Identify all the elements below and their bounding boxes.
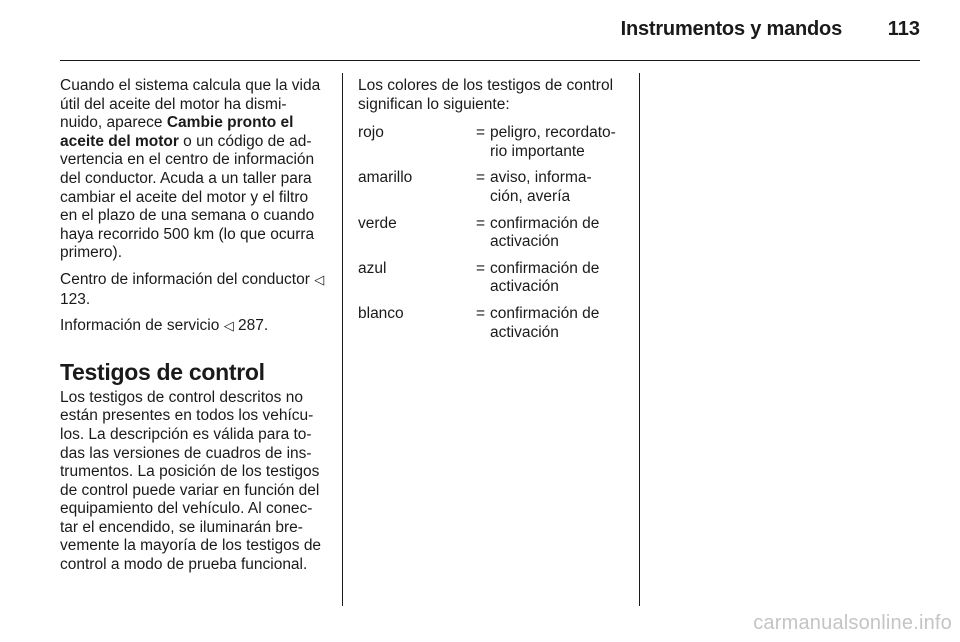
paragraph-text: Cuando el sistema calcula que la vida útil del aceite del motor ha dismi- nuido, aparece — [60, 77, 321, 132]
reference-page: 123. — [60, 290, 91, 308]
cross-reference-service-info — [60, 317, 326, 337]
color-row-green — [358, 215, 624, 252]
reference-text: Centro de información del conductor — [60, 270, 310, 288]
colors-intro: Los colores de los testigos de control significan lo siguiente: — [358, 77, 614, 113]
equals-sign: = — [476, 214, 486, 232]
color-name: verde — [358, 214, 397, 232]
color-name: rojo — [358, 124, 384, 142]
section-heading: Testigos de control — [60, 358, 265, 385]
equals-sign: = — [476, 169, 486, 187]
watermark-text: carmanualsonline.info — [753, 612, 952, 634]
color-row-yellow — [358, 169, 624, 206]
cross-reference-driver-info — [60, 271, 326, 309]
color-name: blanco — [358, 304, 404, 322]
page-reference-icon: ◁ — [314, 272, 325, 288]
equals-sign: = — [476, 259, 486, 277]
reference-text: Información de servicio — [60, 317, 220, 335]
color-name: azul — [358, 259, 387, 277]
color-meaning: confirmación de activación — [490, 304, 600, 341]
color-meaning: peligro, recordato- rio importante — [490, 124, 616, 160]
color-meaning-list — [358, 124, 624, 342]
column-divider-left — [342, 73, 343, 606]
color-meaning: confirmación de activación — [490, 214, 600, 251]
color-meaning: confirmación de activación — [490, 259, 600, 296]
color-meaning: aviso, informa- ción, avería — [490, 169, 592, 205]
page-reference-icon: ◁ — [223, 319, 234, 335]
message-bold-text: Cambie pronto el aceite del motor — [60, 114, 294, 150]
color-row-blue — [358, 260, 624, 297]
equals-sign: = — [476, 124, 486, 142]
paragraph-text: o un código de ad- vertencia en el centro de información del conductor. Acuda a un taller para cambiar el aceite del motor y el filtro en el plazo de una semana o cuando haya recorrido 500 km (lo que ocurra primero). — [60, 132, 315, 262]
color-row-white — [358, 305, 624, 342]
reference-page: 287. — [238, 317, 269, 335]
column-divider-right — [639, 73, 640, 606]
equals-sign: = — [476, 304, 486, 322]
left-column — [60, 77, 326, 583]
section-body-paragraph: Los testigos de control descritos no están presentes en todos los vehícu- los. La descripción es válida para to- das las versiones de cuadros de ins- trumentos. La posición de los testigos de control puede variar en función del equipamiento del vehículo. Al conec- tar el encendido, se iluminarán bre- vemente la mayoría de los testigos de control a modo de prueba funcional. — [60, 388, 322, 574]
right-column — [358, 77, 624, 350]
color-name: amarillo — [358, 169, 413, 187]
page-header-title: Instrumentos y mandos — [620, 18, 842, 40]
header-rule — [60, 60, 920, 61]
page-number: 113 — [887, 18, 920, 40]
oil-change-paragraph — [60, 77, 326, 263]
color-row-red — [358, 124, 624, 161]
